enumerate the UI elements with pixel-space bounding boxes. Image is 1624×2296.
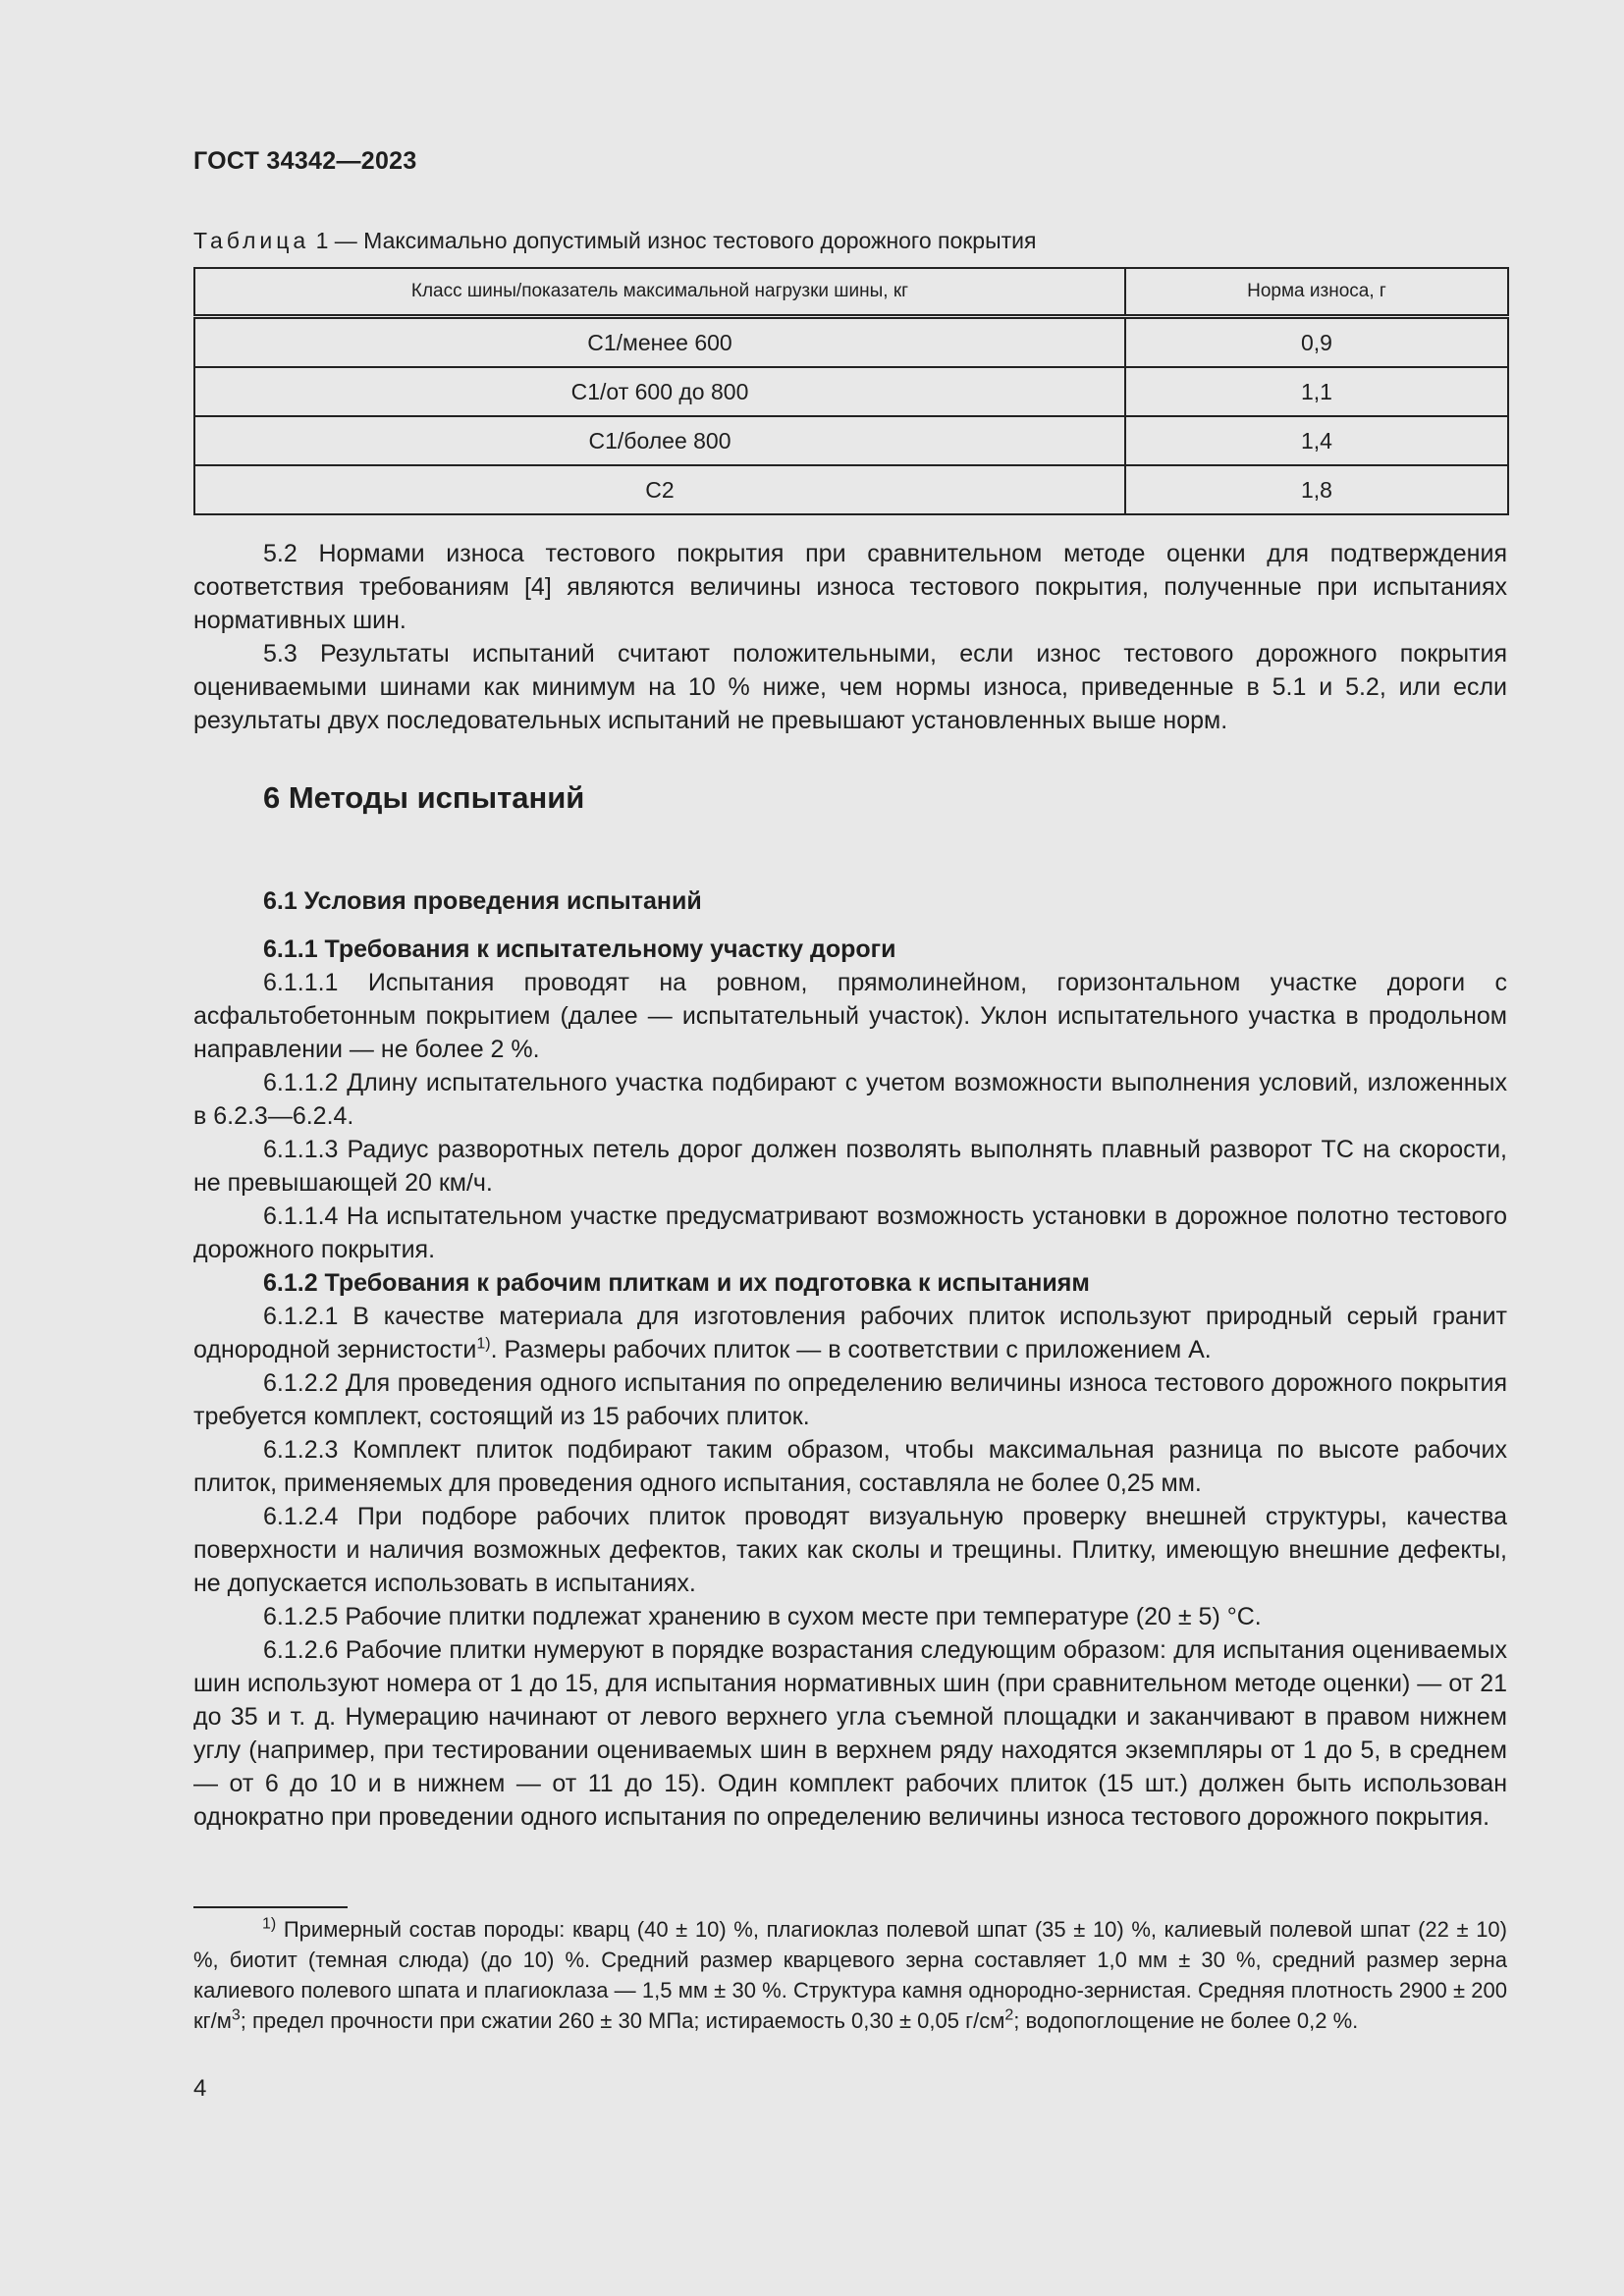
table-caption — [193, 228, 1036, 254]
superscript-squared: 2 — [1004, 2006, 1014, 2024]
footnote-divider — [193, 1906, 348, 1908]
table-caption-label: Таблица — [193, 228, 310, 253]
table-cell-tire-class: С1/от 600 до 800 — [194, 367, 1125, 416]
superscript-cubed: 3 — [231, 2006, 241, 2024]
table-caption-text: 1 — Максимально допустимый износ тестового дорожного покрытия — [309, 228, 1037, 253]
paragraph-6-1-2-5: 6.1.2.5 Рабочие плитки подлежат хранению в сухом месте при температуре (20 ± 5) °С. — [263, 1603, 1262, 1630]
footnote-text-part: ; предел прочности при сжатии 260 ± 30 МПа; истираемость 0,30 ± 0,05 г/см — [240, 2008, 1005, 2033]
table-row — [194, 367, 1508, 416]
wear-norms-table — [193, 267, 1509, 515]
subsection-heading-6-1: 6.1 Условия проведения испытаний — [263, 887, 702, 915]
paragraph-5-3: 5.3 Результаты испытаний считают положительными, если износ тестового дорожного покрытия оцениваемыми шинами как минимум на 10 % ниже, чем нормы износа, приведенные в 5.1 и 5.2, или если результаты двух последовательных испытаний не превышают установленных выше норм. — [193, 640, 1507, 734]
paragraph-6-1-1-3: 6.1.1.3 Радиус разворотных петель дорог должен позволять выполнять плавный разворот ТС на скорости, не превышающей 20 км/ч. — [193, 1136, 1507, 1197]
document-header: ГОСТ 34342—2023 — [193, 147, 417, 175]
table-cell-wear-norm: 1,4 — [1125, 416, 1508, 465]
page-number: 4 — [193, 2075, 207, 2102]
paragraph-6-1-2-3: 6.1.2.3 Комплект плиток подбирают таким образом, чтобы максимальная разница по высоте рабочих плиток, применяемых для проведения одного испытания, составляла не более 0,25 мм. — [193, 1436, 1507, 1497]
footnote-marker: 1) — [262, 1915, 277, 1933]
body-text — [193, 537, 1507, 1834]
table-header-wear-norm: Норма износа, г — [1125, 268, 1508, 317]
table-header-tire-class: Класс шины/показатель максимальной нагрузки шины, кг — [194, 268, 1125, 317]
paragraph-6-1-2-1-text: 6.1.2.1 В качестве материала для изготовления рабочих плиток используют природный серый гранит однородной зернистости — [193, 1303, 1507, 1363]
footnote — [193, 1914, 1507, 2036]
paragraph-6-1-2-6: 6.1.2.6 Рабочие плитки нумеруют в порядке возрастания следующим образом: для испытания оцениваемых шин используют номера от 1 до 15, для испытания нормативных шин (при сравнительном методе оценки) — от 21 до 35 и т. д. Нумерацию начинают от левого верхнего угла съемной площадки и заканчивают в правом нижнем углу (например, при тестировании оцениваемых шин в верхнем ряду находятся экземпляры от 1 до 5, в среднем — от 6 до 10 и в нижнем — от 11 до 15). Один комплект рабочих плиток (15 шт.) должен быть использован однократно при проведении одного испытания по определению величины износа тестового дорожного покрытия. — [193, 1636, 1507, 1831]
table-cell-tire-class: С2 — [194, 465, 1125, 514]
table-row — [194, 465, 1508, 514]
table-cell-wear-norm: 0,9 — [1125, 317, 1508, 368]
footnote-reference: 1) — [476, 1335, 491, 1353]
table-row — [194, 416, 1508, 465]
subsection-heading-6-1-1: 6.1.1 Требования к испытательному участку дороги — [263, 935, 896, 963]
paragraph-6-1-2-1 — [193, 1300, 1507, 1366]
paragraph-6-1-1-1: 6.1.1.1 Испытания проводят на ровном, прямолинейном, горизонтальном участке дороги с асфальтобетонным покрытием (далее — испытательный участок). Уклон испытательного участка в продольном направлении — не более 2 %. — [193, 969, 1507, 1063]
section-heading-6: 6 Методы испытаний — [263, 780, 585, 815]
table-row — [194, 317, 1508, 368]
table-cell-wear-norm: 1,8 — [1125, 465, 1508, 514]
paragraph-6-1-2-2: 6.1.2.2 Для проведения одного испытания по определению величины износа тестового дорожного покрытия требуется комплект, состоящий из 15 рабочих плиток. — [193, 1369, 1507, 1430]
footnote-text — [193, 1914, 1507, 2036]
table-header-row — [194, 268, 1508, 317]
subsection-heading-6-1-2: 6.1.2 Требования к рабочим плиткам и их подготовка к испытаниям — [263, 1269, 1090, 1297]
table-cell-tire-class: С1/менее 600 — [194, 317, 1125, 368]
table-cell-tire-class: С1/более 800 — [194, 416, 1125, 465]
paragraph-6-1-1-4: 6.1.1.4 На испытательном участке предусматривают возможность установки в дорожное полотно тестового дорожного покрытия. — [193, 1202, 1507, 1263]
paragraph-5-2: 5.2 Нормами износа тестового покрытия при сравнительном методе оценки для подтверждения соответствия требованиям [4] являются величины износа тестового покрытия, полученные при испытаниях нормативных шин. — [193, 540, 1507, 634]
paragraph-6-1-2-4: 6.1.2.4 При подборе рабочих плиток проводят визуальную проверку внешней структуры, качества поверхности и наличия возможных дефектов, таких как сколы и трещины. Плитку, имеющую внешние дефекты, не допускается использовать в испытаниях. — [193, 1503, 1507, 1597]
footnote-text-part: Примерный состав породы: кварц (40 ± 10) %, плагиоклаз полевой шпат (35 ± 10) %, калиевый полевой шпат (22 ± 10) %, биотит (темная слюда) (до 10) %. Средний размер кварцевого зерна составляет 1,0 мм ± 30 %, средний размер зерна калиевого полевого шпата и плагиоклаза — 1,5 мм ± 30 %. Структура камня однородно-зернистая. Средняя плотность 2900 ± 200 кг/м — [193, 1917, 1507, 2033]
paragraph-6-1-1-2: 6.1.1.2 Длину испытательного участка подбирают с учетом возможности выполнения условий, изложенных в 6.2.3—6.2.4. — [193, 1069, 1507, 1130]
footnote-text-part: ; водопоглощение не более 0,2 %. — [1013, 2008, 1359, 2033]
paragraph-6-1-2-1-text-end: . Размеры рабочих плиток — в соответствии с приложением А. — [490, 1336, 1212, 1363]
table-cell-wear-norm: 1,1 — [1125, 367, 1508, 416]
